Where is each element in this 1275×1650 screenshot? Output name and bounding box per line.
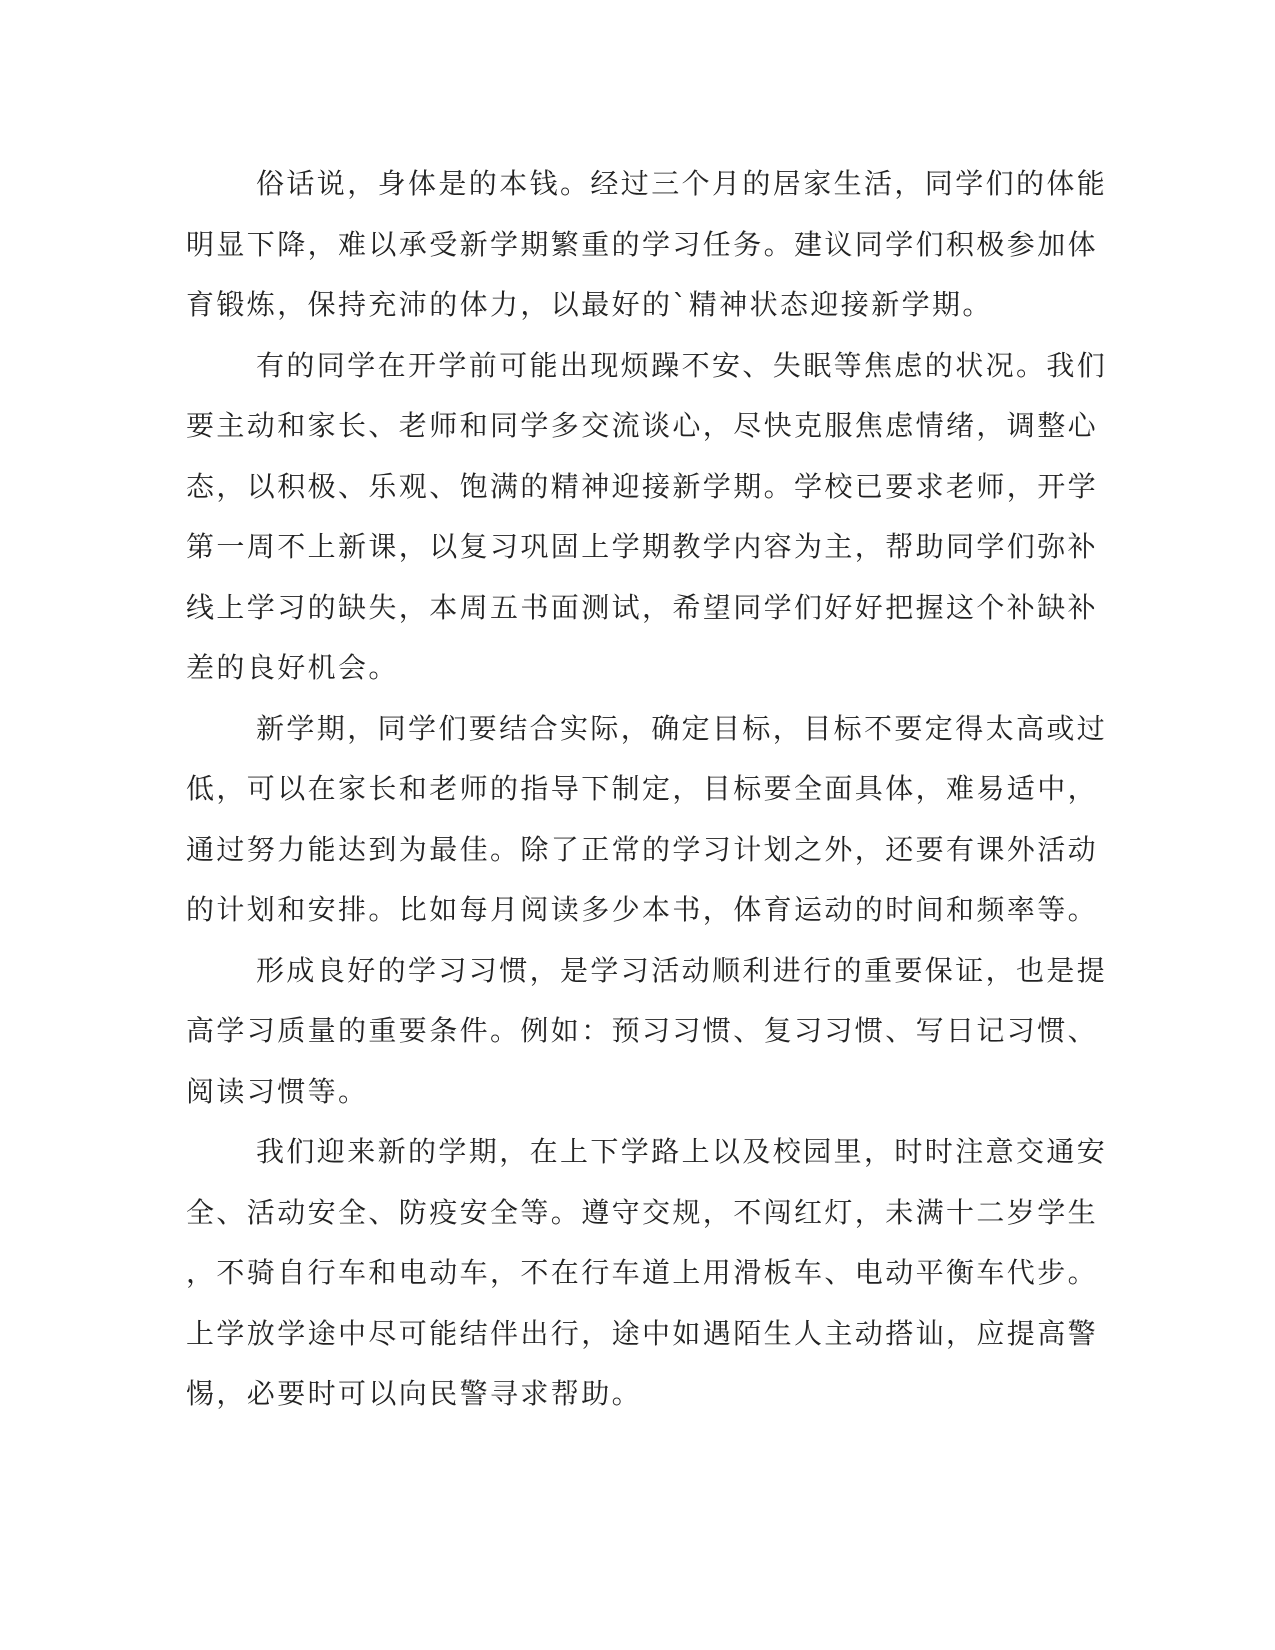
paragraph-safety: [186, 1122, 1108, 1425]
paragraph-line: 明显下降，难以承受新学期繁重的学习任务。建议同学们积极参加体: [186, 227, 1099, 261]
paragraph-line: 线上学习的缺失，本周五书面测试，希望同学们好好把握这个补缺补: [186, 590, 1099, 624]
paragraph-line: 上学放学途中尽可能结伴出行，途中如遇陌生人主动搭讪，应提高警: [186, 1316, 1099, 1350]
paragraph-line: 全、活动安全、防疫安全等。遵守交规，不闯红灯，未满十二岁学生: [186, 1195, 1099, 1229]
paragraph-line: 差的良好机会。: [186, 651, 399, 684]
paragraph-goals: [186, 699, 1108, 941]
paragraph-line: 惕，必要时可以向民警寻求帮助。: [186, 1377, 643, 1410]
paragraph-line: 要主动和家长、老师和同学多交流谈心，尽快克服焦虑情绪，调整心: [186, 409, 1099, 442]
paragraph-line: 形成良好的学习习惯，是学习活动顺利进行的重要保证，也是提: [256, 953, 1108, 987]
paragraph-line: 的计划和安排。比如每月阅读多少本书，体育运动的时间和频率等。: [186, 893, 1099, 926]
paragraph-anxiety: [186, 336, 1108, 699]
paragraph-habits: [186, 941, 1108, 1123]
paragraph-health: [186, 154, 1108, 336]
paragraph-line: 俗话说，身体是的本钱。经过三个月的居家生活，同学们的体能: [256, 167, 1108, 200]
paragraph-line: 低，可以在家长和老师的指导下制定，目标要全面具体，难易适中，: [186, 772, 1099, 805]
paragraph-line: 通过努力能达到为最佳。除了正常的学习计划之外，还要有课外活动: [186, 832, 1099, 866]
paragraph-line: 态，以积极、乐观、饱满的精神迎接新学期。学校已要求老师，开学: [186, 469, 1099, 503]
paragraph-line: 育锻炼，保持充沛的体力，以最好的`精神状态迎接新学期。: [186, 288, 993, 321]
paragraph-line: 阅读习惯等。: [186, 1074, 369, 1108]
document-body: [186, 154, 1108, 1425]
paragraph-line: 高学习质量的重要条件。例如：预习习惯、复习习惯、写日记习惯、: [186, 1014, 1099, 1047]
paragraph-line: 有的同学在开学前可能出现烦躁不安、失眠等焦虑的状况。我们: [256, 348, 1108, 382]
paragraph-line: ，不骑自行车和电动车，不在行车道上用滑板车、电动平衡车代步。: [186, 1256, 1099, 1289]
paragraph-line: 第一周不上新课，以复习巩固上学期教学内容为主，帮助同学们弥补: [186, 530, 1099, 563]
paragraph-line: 我们迎来新的学期，在上下学路上以及校园里，时时注意交通安: [256, 1135, 1108, 1168]
paragraph-line: 新学期，同学们要结合实际，确定目标，目标不要定得太高或过: [256, 711, 1108, 745]
